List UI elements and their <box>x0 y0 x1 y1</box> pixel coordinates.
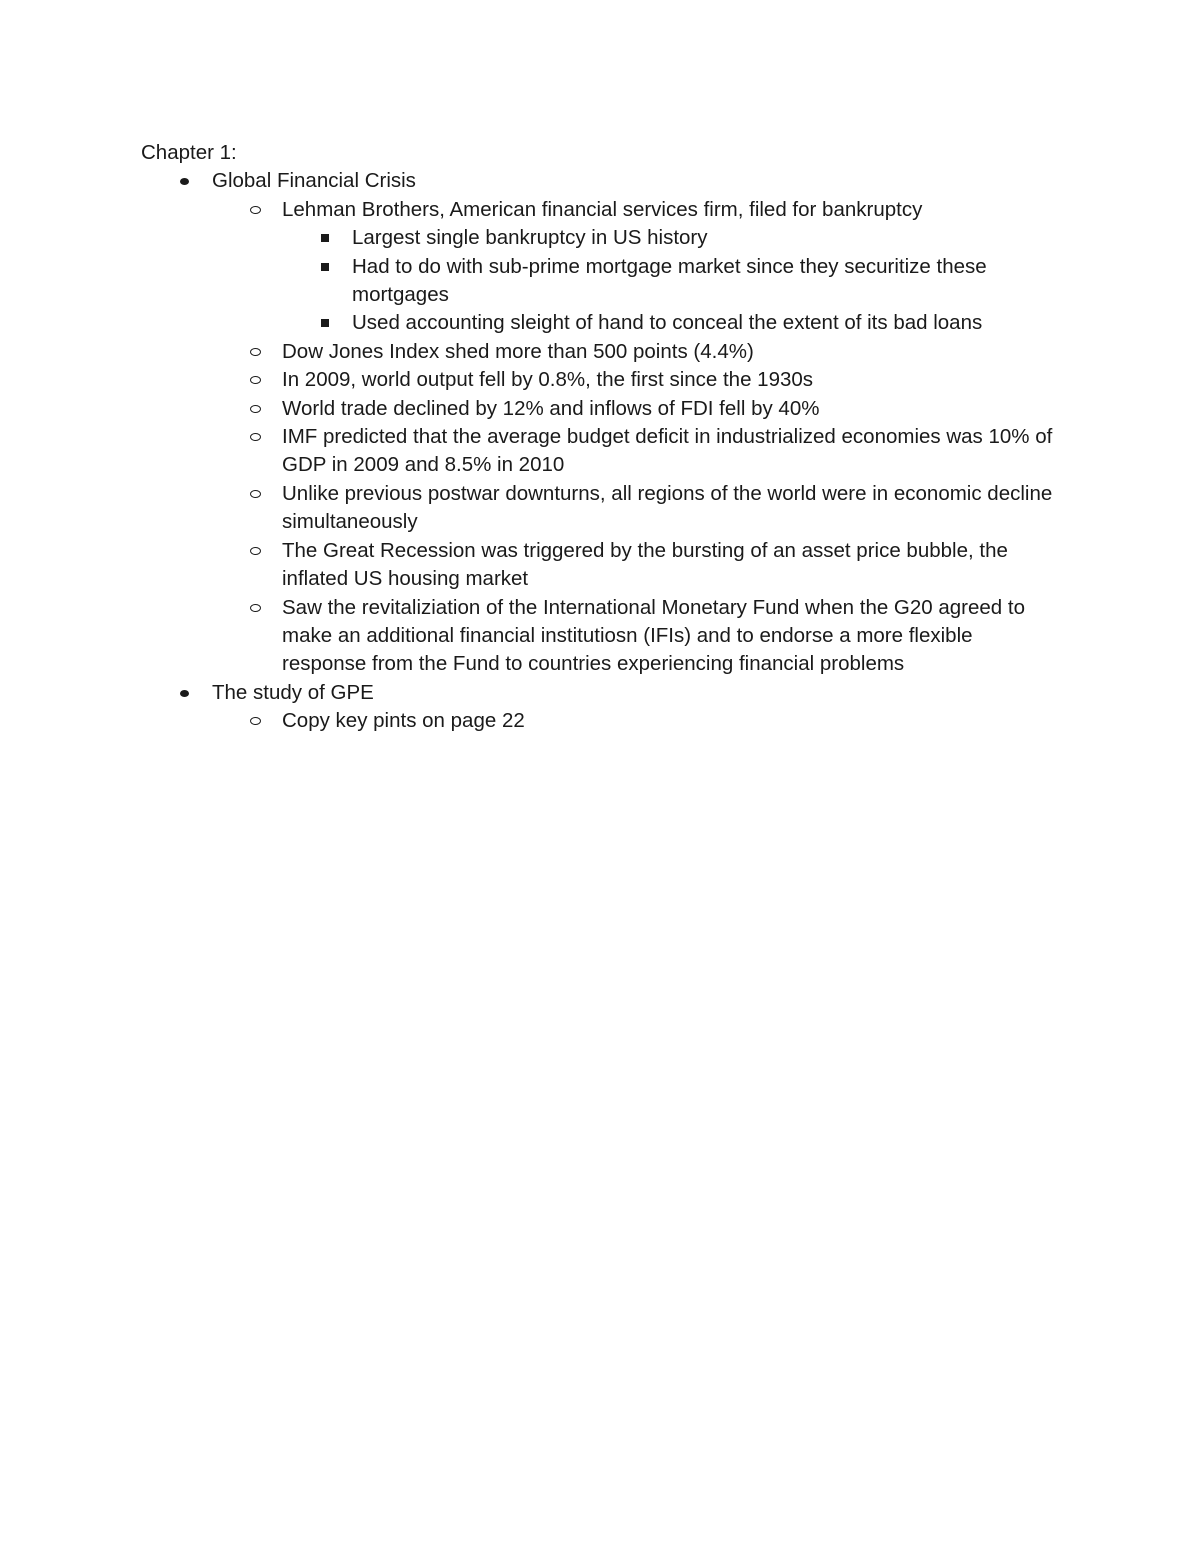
square-bullet-icon <box>321 234 329 242</box>
list-item <box>141 224 1061 252</box>
list-item <box>141 196 1061 224</box>
section-title: The study of GPE <box>212 680 374 704</box>
list-item-text: IMF predicted that the average budget deficit in industrialized economies was 10% of GDP in 2009 and 8.5% in 2010 <box>282 425 1053 477</box>
list-item-text: Lehman Brothers, American financial services firm, filed for bankruptcy <box>282 197 923 221</box>
section-title: Global Financial Crisis <box>212 169 416 193</box>
list-item-text: Unlike previous postwar downturns, all regions of the world were in economic decline simultaneously <box>282 481 1053 534</box>
list-item <box>141 366 1061 394</box>
list-item-text: Largest single bankruptcy in US history <box>352 226 708 250</box>
list-item <box>141 537 1061 594</box>
list-item-text: Dow Jones Index shed more than 500 points (4.4%) <box>282 339 754 363</box>
hollow-bullet-icon <box>250 604 261 612</box>
list-item <box>141 309 1061 337</box>
hollow-bullet-icon <box>250 405 261 413</box>
list-item-text: Used accounting sleight of hand to conceal the extent of its bad loans <box>352 311 983 335</box>
list-item-text: Copy key pints on page 22 <box>282 709 525 733</box>
hollow-bullet-icon <box>250 490 261 498</box>
list-item-text: Saw the revitaliziation of the International Monetary Fund when the G20 agreed to make an additional financial institutiosn (IFIs) and to endorse a more flexible response from the Fund to countries experiencing financial problems <box>282 595 1026 676</box>
list-item <box>141 338 1061 366</box>
list-item-text: World trade declined by 12% and inflows of FDI fell by 40% <box>282 396 820 420</box>
chapter-heading: Chapter 1: <box>141 141 237 164</box>
list-item <box>141 167 1061 195</box>
sub-list <box>141 338 1061 679</box>
list-item <box>141 594 1061 679</box>
square-bullet-icon <box>321 263 329 271</box>
list-item <box>141 423 1061 480</box>
list-item <box>141 480 1061 537</box>
filled-bullet-icon <box>180 690 189 697</box>
sub-sub-list <box>141 224 1061 338</box>
hollow-bullet-icon <box>250 433 261 441</box>
hollow-bullet-icon <box>250 547 261 555</box>
list-item <box>141 395 1061 423</box>
hollow-bullet-icon <box>250 376 261 384</box>
hollow-bullet-icon <box>250 206 261 214</box>
square-bullet-icon <box>321 319 329 327</box>
list-item-text: The Great Recession was triggered by the bursting of an asset price bubble, the inflated US housing market <box>282 538 1008 591</box>
outline-list <box>141 679 1061 707</box>
list-item-text: Had to do with sub-prime mortgage market since they securitize these mortgages <box>352 254 987 307</box>
outline-list <box>141 167 1061 195</box>
list-item <box>141 679 1061 707</box>
list-item <box>141 707 1061 735</box>
sub-list <box>141 196 1061 224</box>
sub-list <box>141 707 1061 735</box>
list-item <box>141 253 1061 310</box>
filled-bullet-icon <box>180 178 189 185</box>
hollow-bullet-icon <box>250 348 261 356</box>
document-body <box>141 139 1061 736</box>
hollow-bullet-icon <box>250 717 261 725</box>
list-item-text: In 2009, world output fell by 0.8%, the first since the 1930s <box>282 368 814 392</box>
